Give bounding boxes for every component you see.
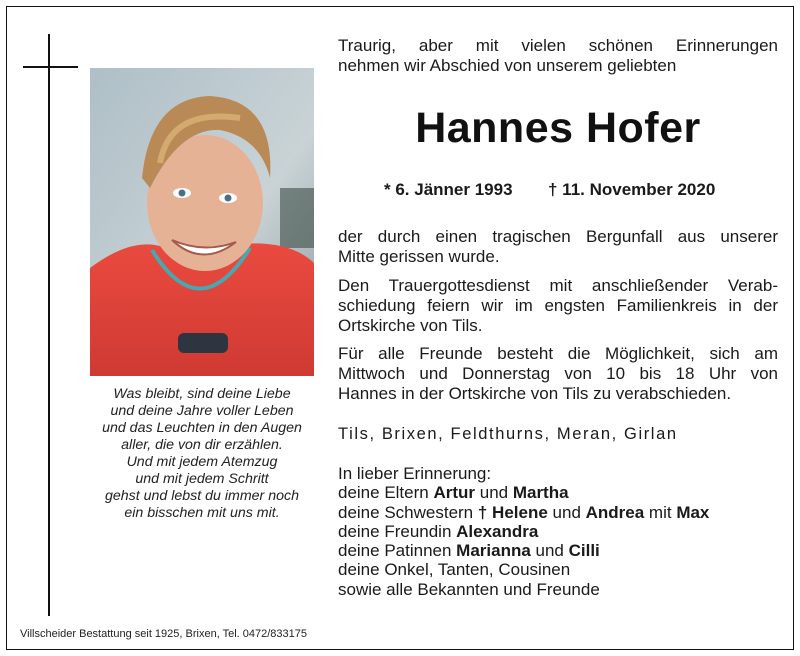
memory-connector: und xyxy=(530,541,569,561)
poem xyxy=(84,386,320,522)
poem-line: Was bleibt, sind deine Liebe xyxy=(113,386,291,402)
paragraph-line: der durch einen tragischen Bergunfall aus unserer xyxy=(338,227,778,246)
poem-line: aller, die von dir erzählen. xyxy=(121,437,283,453)
memory-label: deine Eltern xyxy=(338,483,434,503)
memory-row-relatives: deine Onkel, Tanten, Cousinen xyxy=(338,560,571,580)
poem-line: gehst und lebst du immer noch xyxy=(104,488,299,504)
birth-date: * 6. Jänner 1993 xyxy=(384,180,513,199)
relative-name: Marianna xyxy=(456,541,531,561)
memory-list xyxy=(338,464,709,599)
memory-connector: und xyxy=(475,483,513,503)
memory-row-godmothers xyxy=(338,541,709,560)
memory-label: deine Patinnen xyxy=(338,541,457,561)
memory-label: deine Freundin xyxy=(338,521,457,541)
death-date: † 11. November 2020 xyxy=(548,180,716,199)
paragraph-service xyxy=(338,276,778,336)
paragraph-line: schiedung feiern wir im engsten Familienkreis in der xyxy=(338,296,778,315)
relative-name: Andrea xyxy=(585,502,645,522)
funeral-home-footer: Villscheider Bestattung seit 1925, Brixen, Tel. 0472/833175 xyxy=(20,628,308,640)
memory-row-girlfriend xyxy=(338,522,709,541)
cross-icon-vertical xyxy=(48,34,50,616)
poem-line: und deine Jahre voller Leben xyxy=(110,403,294,419)
memory-heading: In lieber Erinnerung: xyxy=(338,464,492,483)
deceased-name: Hannes Hofer xyxy=(415,104,701,152)
memory-connector: und xyxy=(547,502,586,522)
relative-name: Martha xyxy=(512,483,569,503)
paragraph-accident xyxy=(338,227,778,267)
relative-name: † Helene xyxy=(477,502,548,522)
paragraph-line: Für alle Freunde besteht die Möglichkeit, sich am xyxy=(338,344,778,363)
relative-name: Max xyxy=(676,502,710,522)
portrait-photo xyxy=(90,68,314,376)
poem-line: und das Leuchten in den Augen xyxy=(102,420,302,436)
relative-name: Alexandra xyxy=(456,521,539,541)
paragraph-visitation xyxy=(338,344,778,404)
relative-name: Cilli xyxy=(568,541,600,561)
relative-name: Artur xyxy=(433,483,476,503)
memory-connector: mit xyxy=(644,502,677,522)
memory-row-sisters xyxy=(338,503,709,522)
memory-row-parents xyxy=(338,483,709,502)
poem-line: Und mit jedem Atemzug xyxy=(126,454,278,470)
poem-line: ein bisschen mit uns mit. xyxy=(124,505,280,521)
intro-line: Traurig, aber mit vielen schönen Erinnerungen xyxy=(338,36,778,55)
poem-line: und mit jedem Schritt xyxy=(135,471,269,487)
memory-label: deine Schwestern xyxy=(338,502,478,522)
intro-text xyxy=(338,36,778,76)
intro-line: nehmen wir Abschied von unserem geliebten xyxy=(338,56,677,75)
paragraph-line: Ortskirche von Tils. xyxy=(338,316,483,335)
memory-row-friends: sowie alle Bekannten und Freunde xyxy=(338,579,600,599)
places-line: Tils, Brixen, Feldthurns, Meran, Girlan xyxy=(338,425,678,443)
paragraph-line: Den Trauergottesdienst mit anschließender Verab- xyxy=(338,276,778,295)
paragraph-line: Hannes in der Ortskirche von Tils zu verabschieden. xyxy=(338,384,732,403)
cross-icon-horizontal xyxy=(23,66,78,68)
paragraph-line: Mittwoch und Donnerstag von 10 bis 18 Uhr von xyxy=(338,364,778,383)
paragraph-line: Mitte gerissen wurde. xyxy=(338,247,500,266)
